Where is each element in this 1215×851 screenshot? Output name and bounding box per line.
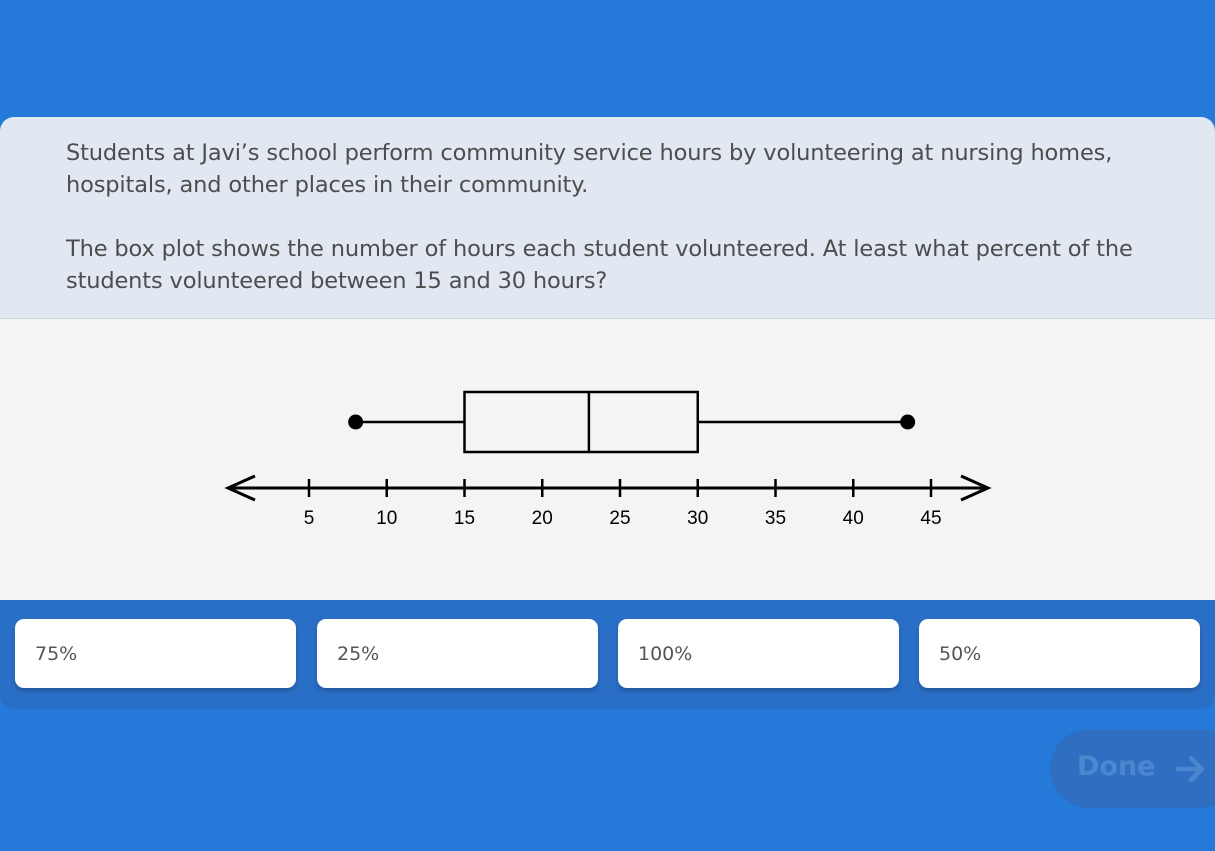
maximum-point [900,415,915,430]
box-plot-figure [0,319,1215,600]
choice-c-button[interactable] [618,619,899,688]
axis-tick-label: 45 [920,508,942,529]
box-plot-chart [0,319,1215,600]
axis-tick-label: 20 [531,508,553,529]
axis-tick-label: 10 [376,508,398,529]
question-text-prompt: The box plot shows the number of hours each student volunteered. At least what percent of the students volunteered between 15 and 30 hours? [66,236,1133,294]
interquartile-box [465,392,698,452]
axis-tick-label: 35 [764,508,787,529]
choice-b-button[interactable] [317,619,598,688]
choice-d-label: 50% [939,643,982,665]
choice-d-button[interactable] [919,619,1200,688]
axis-tick-label: 30 [687,508,709,529]
choice-a-button[interactable] [15,619,296,688]
done-button[interactable] [1050,729,1215,808]
axis-tick-label: 40 [842,508,864,529]
axis-tick-label: 15 [453,508,476,529]
minimum-point [348,415,363,430]
axis-tick-label: 25 [609,508,631,529]
done-label: Done [1077,751,1156,782]
question-panel [0,117,1215,319]
question-text-intro: Students at Javi’s school perform community service hours by volunteering at nursing homes, hospitals, and other places in their community. [66,140,1113,198]
arrow-right-icon [1175,754,1207,784]
choice-b-label: 25% [337,643,380,665]
choice-c-label: 100% [638,643,693,665]
question-card [0,117,1215,709]
axis-tick-label: 5 [303,508,315,529]
choice-a-label: 75% [35,643,78,665]
